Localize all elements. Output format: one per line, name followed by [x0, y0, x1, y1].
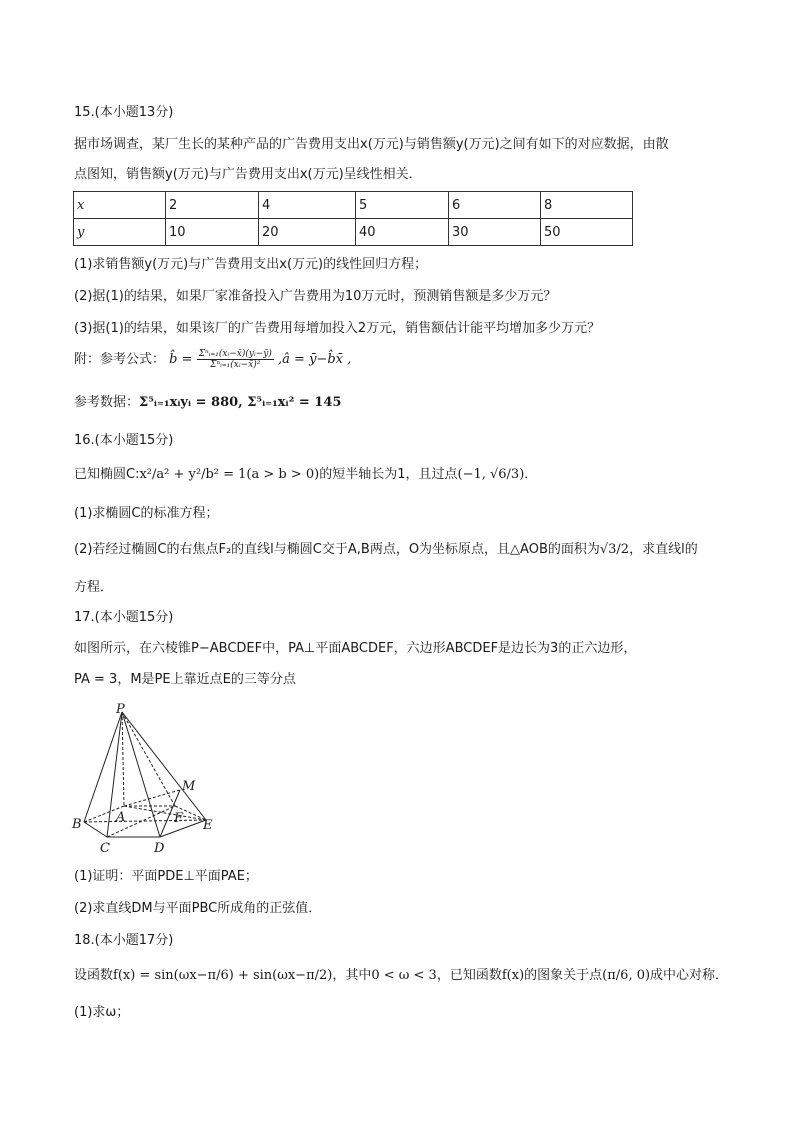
table-cell: 8	[541, 192, 633, 219]
table-cell: 50	[541, 219, 633, 246]
q15-formula	[74, 349, 351, 370]
symmetry-point: (π/6, 0)	[602, 968, 651, 983]
table-cell: 40	[356, 219, 449, 246]
figure-label-a: A	[116, 810, 126, 825]
figure-label-b: B	[72, 817, 82, 832]
table-cell: 2	[166, 192, 259, 219]
formula-a: ,â = ȳ−b̂x̄ ,	[278, 352, 352, 367]
q17-part1: (1)证明：平面PDE⊥平面PAE；	[74, 869, 258, 884]
q16-stem-pre: 已知椭圆C:	[74, 467, 140, 482]
q18-stem-mid2: ，已知函数	[436, 968, 502, 983]
q15-intro-line1: 据市场调查，某厂生长的某种产品的广告费用支出x(万元)与销售额y(万元)之间有如下的对应数据，由散	[74, 137, 669, 152]
figure-label-p: P	[116, 702, 125, 717]
figure-label-e: E	[203, 818, 213, 833]
q16-stem-mid: 的短半轴长为1，且过点	[319, 467, 458, 482]
figure-label-f: F	[174, 811, 184, 826]
figure-label-m: M	[182, 779, 196, 794]
q15-data-table	[73, 191, 633, 246]
q15-part2: (2)据(1)的结果，如果厂家准备投入广告费用为10万元时，预测销售额是多少万元？	[74, 289, 557, 304]
formula-b: b̂ =	[169, 352, 193, 367]
formula-label: 附：参考公式：	[74, 352, 166, 367]
q16-stem	[74, 466, 537, 484]
q15-heading: 15.(本小题13分)	[74, 105, 174, 120]
q16-part2-line1	[74, 541, 698, 559]
table-cell: 10	[166, 219, 259, 246]
function-definition: f(x) = sin(ωx−π/6) + sin(ωx−π/2)	[113, 968, 333, 983]
table-cell: 30	[449, 219, 541, 246]
function-name: f(x)	[501, 968, 525, 983]
q15-intro-line2: 点图知，销售额y(万元)与广告费用支出x(万元)呈线性相关．	[74, 167, 422, 182]
q15-part1: (1)求销售额y(万元)与广告费用支出x(万元)的线性回归方程；	[74, 257, 428, 272]
formula-numerator: Σⁿᵢ₌₁(xᵢ−x̄)(yᵢ−ȳ)	[198, 349, 272, 359]
table-row-x	[74, 192, 633, 219]
q18-part1: (1)求ω；	[74, 1005, 130, 1020]
q18-stem	[74, 967, 728, 985]
q16-part2-pre: (2)若经过椭圆C的右焦点F₂的直线l与椭圆C交于A,B两点，O为坐标原点，且△AOB的面积为	[74, 542, 600, 557]
q17-heading: 17.(本小题15分)	[74, 610, 174, 625]
q18-heading: 18.(本小题17分)	[74, 933, 174, 948]
hexagonal-pyramid-figure	[70, 700, 230, 858]
data-label: 参考数据：	[74, 395, 140, 410]
point-coordinate: (−1, √6/3)	[457, 467, 525, 482]
table-cell-y-label: y	[74, 219, 166, 246]
table-cell: 6	[449, 192, 541, 219]
q15-part3: (3)据(1)的结果，如果该厂的广告费用每增加投入2万元，销售额估计能平均增加多少万元？	[74, 321, 601, 336]
q16-heading: 16.(本小题15分)	[74, 433, 174, 448]
formula-fraction	[197, 349, 274, 370]
q15-data	[74, 394, 341, 412]
q17-stem-line1: 如图所示，在六棱锥P−ABCDEF中，PA⊥平面ABCDEF，六边形ABCDEF是边长为3的正六边形，	[74, 641, 637, 656]
q18-stem-mid3: 的图象关于点	[524, 968, 603, 983]
data-value: Σ⁵ᵢ₌₁xᵢyᵢ = 880, Σ⁵ᵢ₌₁xᵢ² = 145	[139, 395, 342, 410]
figure-label-c: C	[100, 841, 110, 856]
figure-label-d: D	[154, 841, 165, 856]
q16-part2-end: ，求直线l的	[629, 542, 698, 557]
triangle-area: √3/2	[599, 542, 630, 557]
q16-stem-end: ．	[524, 467, 538, 482]
table-row-y	[74, 219, 633, 246]
q16-part2-line2: 方程．	[74, 580, 114, 595]
q17-part2: (2)求直线DM与平面PBC所成角的正弦值．	[74, 901, 322, 916]
q18-stem-end: 成中心对称．	[650, 968, 729, 983]
q17-stem-line2: PA = 3，M是PE上靠近点E的三等分点	[74, 672, 296, 687]
q18-stem-pre: 设函数	[74, 968, 114, 983]
q16-part1: (1)求椭圆C的标准方程；	[74, 506, 219, 521]
omega-condition: 0 < ω < 3	[371, 968, 437, 983]
table-cell: 20	[259, 219, 356, 246]
table-cell-x-label: x	[74, 192, 166, 219]
q18-stem-mid: ，其中	[332, 968, 372, 983]
formula-denominator: Σⁿᵢ₌₁(xᵢ−x̄)²	[210, 360, 261, 370]
table-cell: 5	[356, 192, 449, 219]
ellipse-equation: x²/a² + y²/b² = 1(a > b > 0)	[139, 467, 320, 482]
table-cell: 4	[259, 192, 356, 219]
